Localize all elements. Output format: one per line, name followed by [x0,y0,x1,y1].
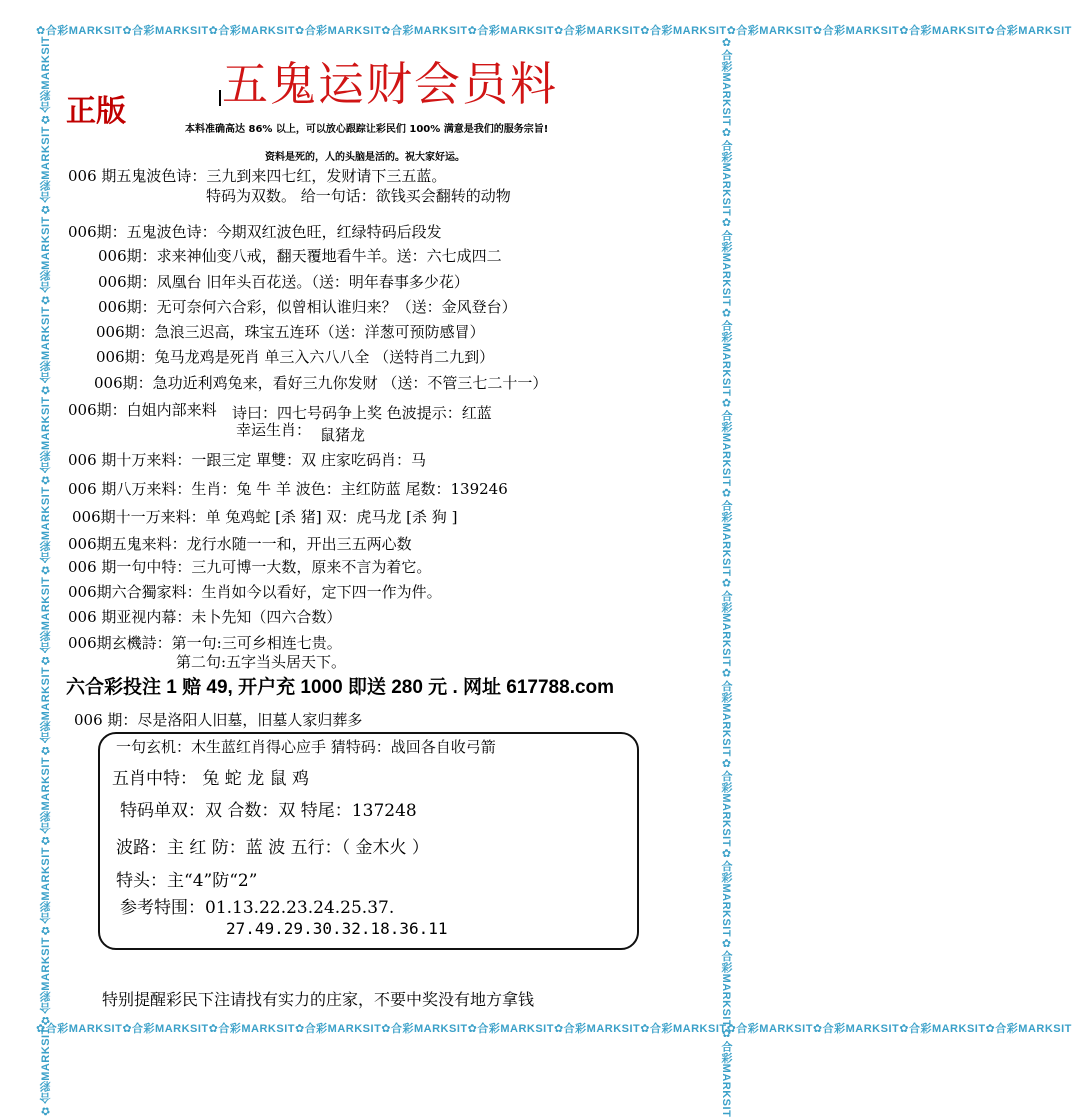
entry-label: 006期十一万来料： [72,508,206,526]
entry-9 [68,400,217,420]
box-riddle: 一句玄机：木生蓝红肖得心应手 猜特码：战回各自收弓箭 [116,738,496,756]
entry-text: 急功近利鸡兔来，看好三九你发财 （送：不管三七二十一） [152,374,548,392]
box-reference-numbers-2: 27.49.29.30.32.18.36.11 [226,919,448,938]
entry-text: 尽是洛阳人旧墓，旧墓人家归葬多 [137,711,363,729]
entry-text: 求来神仙变八戒，翻天覆地看牛羊。送：六七成四二 [156,247,502,265]
entry-text: 五鬼波色诗：今期双红波色旺，红绿特码后段发 [126,223,442,241]
entry-6 [96,322,485,342]
entry-label: 006 期十万来料： [68,451,192,469]
entry-label: 006 期一句中特： [68,558,192,576]
entry-2 [68,222,442,242]
box-head-number: 特头：主“4”防“2” [116,871,258,891]
entry-3 [98,246,502,266]
entry-16 [68,607,341,627]
entry-8 [94,373,547,393]
entry-text: 三九到来四七红，发财请下三五蓝。 [206,167,447,185]
entry-1 [68,166,446,186]
pre-box-entry [74,710,362,730]
title-cursor-bar [219,90,221,106]
box-reference-numbers [120,897,394,919]
entry-label: 006 期： [74,711,138,729]
entry-17-cont [176,652,346,672]
entry-1-cont [206,186,511,206]
entry-9-lucky [236,420,311,440]
border-watermark-left [38,36,52,1117]
entry-text: 凤凰台 旧年头百花送。（送：明年春事多少花） [156,273,469,291]
entry-text: 龙行水随一一和，开出三五两心数 [186,535,412,553]
entry-text: 未卜先知（四六合数） [191,608,342,626]
entry-label: 006期： [96,348,155,366]
entry-text: 生肖：兔 牛 羊 波色：主红防蓝 尾数：139246 [191,480,508,498]
entry-13 [68,534,412,554]
subtitle-accuracy: 本料准确高达 86% 以上，可以放心跟踪让彩民们 100% 满意是我们的服务宗旨! [185,124,549,135]
page-title: 五鬼运财会员料 [222,57,558,111]
entry-label: 006 期亚视内幕： [68,608,192,626]
entry-text: 第二句:五字当头居天下。 [176,653,347,671]
entry-text: 无可奈何六合彩，似曾相认谁归来？（送：金风登台） [156,298,517,316]
entry-label: 006期： [68,223,127,241]
entry-label: 006期： [98,273,157,291]
entry-text: 三九可博一大数，原来不言为着它。 [191,558,432,576]
entry-15 [68,582,442,602]
box-five-zodiac: 五肖中特： 兔 蛇 龙 鼠 鸡 [112,769,310,789]
entry-7 [96,347,494,367]
border-watermark-bottom: ✿合彩MARKSIT✿合彩MARKSIT✿合彩MARKSIT✿合彩MARKSIT✿合彩MARKSIT✿合彩MARKSIT✿合彩MARKSIT✿合彩MARKSIT✿合彩MARKSIT✿合彩MARKSIT✿合彩MARKSIT✿合彩MARKSIT [36,1023,1072,1035]
entry-label: 006期： [94,374,153,392]
entry-text: 鼠猪龙 [320,426,366,444]
entry-17 [68,633,342,653]
box-reference-label-and-numbers: 参考特围：01.13.22.23.24.25.37. [120,898,395,918]
box-color-path: 波路：主 红 防：蓝 波 五行：（ 金木火 ） [116,838,429,858]
entry-text: 诗曰：四七号码争上奖 色波提示：红蓝 [232,404,492,422]
entry-text: 兔马龙鸡是死肖 单三入六八八全 （送特肖二九到） [154,348,495,366]
entry-text: 一跟三定 單雙：双 庄家吃码肖：马 [191,451,426,469]
entry-label: 006期： [98,247,157,265]
entry-text: 幸运生肖： [236,421,312,439]
entry-text: 急浪三迟高，珠宝五连环（送：洋葱可预防感冒） [154,323,485,341]
entry-label: 006 期五鬼波色诗： [68,167,207,185]
border-watermark-right-text: ✿合彩MARKSIT✿合彩MARKSIT✿合彩MARKSIT✿合彩MARKSIT✿合彩MARKSIT✿合彩MARKSIT✿合彩MARKSIT✿合彩MARKSIT✿合彩MARKSIT✿合彩MARKSIT✿合彩MARKSIT✿合彩MARKSIT [720,36,732,1117]
entry-10 [68,450,426,470]
entry-label: 006期： [68,401,127,419]
entry-5 [98,297,517,317]
border-watermark-top: ✿合彩MARKSIT✿合彩MARKSIT✿合彩MARKSIT✿合彩MARKSIT✿合彩MARKSIT✿合彩MARKSIT✿合彩MARKSIT✿合彩MARKSIT✿合彩MARKSIT✿合彩MARKSIT✿合彩MARKSIT✿合彩MARKSIT [36,25,1072,37]
box-odd-even: 特码单双：双 合数：双 特尾：137248 [120,801,417,821]
entry-12 [72,507,457,527]
entry-label: 006期五鬼来料： [68,535,187,553]
border-watermark-right [718,36,732,1117]
entry-text: 特码为双数。 给一句话：欲钱买会翻转的动物 [206,187,511,205]
entry-4 [98,272,469,292]
entry-label: 006期： [98,298,157,316]
footer-reminder: 特别提醒彩民下注请找有实力的庄家，不要中奖没有地方拿钱 [102,990,535,1009]
betting-advertisement: 六合彩投注 1 赔 49, 开户充 1000 即送 280 元 . 网址 617788.com [66,677,615,698]
entry-label: 006期： [96,323,155,341]
border-watermark-left-text: ✿合彩MARKSIT✿合彩MARKSIT✿合彩MARKSIT✿合彩MARKSIT✿合彩MARKSIT✿合彩MARKSIT✿合彩MARKSIT✿合彩MARKSIT✿合彩MARKSIT✿合彩MARKSIT✿合彩MARKSIT✿合彩MARKSIT [40,36,52,1117]
entry-text: 白姐内部来料 [126,401,217,419]
entry-label: 006期六合獨家料： [68,583,202,601]
entry-text: 第一句:三可乡相连七贵。 [171,634,342,652]
entry-14 [68,557,431,577]
entry-9-lucky-zodiac [320,425,365,445]
entry-label: 006期玄機詩： [68,634,172,652]
genuine-badge: 正版 [66,94,126,129]
entry-11 [68,479,508,499]
subtitle-luck: 资料是死的，人的头脑是活的。祝大家好运。 [265,152,465,163]
entry-text: 单 兔鸡蛇 [杀 猪] 双：虎马龙 [杀 狗 ] [205,508,458,526]
entry-text: 生肖如今以看好，定下四一作为件。 [201,583,442,601]
entry-label: 006 期八万来料： [68,480,192,498]
